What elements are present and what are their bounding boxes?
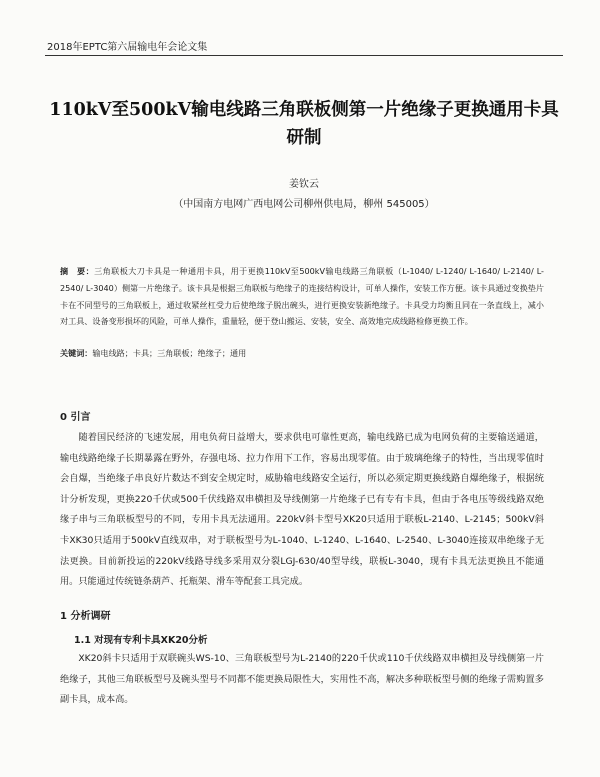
abstract <box>60 263 544 330</box>
author-name: 姜钦云 <box>289 179 319 190</box>
introduction-paragraph: 随着国民经济的飞速发展，用电负荷日益增大，要求供电可靠性更高，输电线路已成为电网负荷的主要输送通道，输电线路绝缘子长期暴露在野外，存强电场、拉力作用下工作，容易出现零值。由于玻璃绝缘子的特性，当出现零值时会自爆，当绝缘子串良好片数达不到安全规定时，威胁输电线路安全运行，所以必须定期更换线路自爆绝缘子，根据统计分析发现，更换220千伏或500千伏线路双串横担及导线侧第一片绝缘子已有专有卡具，但由于各电压等级线路双绝缘子串与三角联板型号的不同，专用卡具无法通用。220kV斜卡型号XK20只适用于联板L-2140、L-2145；500kV斜卡XK30只适用于500kV直线双串，对于联板型号为L-1040、L-1240、L-1640、L-2540、L-3040连接双串绝缘子无法更换。目前新投运的220kV线路导线多采用双分裂LGJ-630/40型导线，联板L-3040，现有卡具无法更换且不能通用。只能通过传统链条葫芦、托瓶架、滑车等配套工具完成。 <box>60 432 544 588</box>
xk20-analysis-paragraph: XK20斜卡只适用于双联碗头WS-10、三角联板型号为L-2140的220千伏或110千伏线路双串横担及导线侧第一片绝缘子，其他三角联板型号及碗头型号不同都不能更换局限性大，实用性不高，解决多种联板型号侧的绝缘子需购置多副卡具，成本高。 <box>60 653 544 706</box>
keywords <box>60 346 544 360</box>
abstract-text: 三角联板大刀卡具是一种通用卡具，用于更换110kV至500kV输电线路三角联板（L-1040/ L-1240/ L-1640/ L-2140/ L-2540/ L-3040）侧第一片绝缘子。该卡具是根据三角联板与绝缘子的连接结构设计，可单人操作，安装工作方便。该卡具通过变换垫片卡在不同型号的三角联板上，通过收紧丝杠受力后使绝缘子脱出碗头，进行更换安装新绝缘子。卡具受力均衡且同在一条直线上，减小对工具、设备变形损坏的风险，可单人操作，重量轻，便于登山搬运、安装，安全、高效地完成线路检修更换工作。 <box>60 266 544 327</box>
header-divider <box>45 55 563 56</box>
paper-title: 110kV至500kV输电线路三角联板侧第一片绝缘子更换通用卡具研制 <box>49 100 559 148</box>
subsection-heading-xk20: 1.1 对现有专利卡具XK20分析 <box>74 635 208 646</box>
keywords-label: 关键词： <box>60 348 93 358</box>
author-affiliation: （中国南方电网广西电网公司柳州供电局，柳州 545005） <box>173 199 435 210</box>
running-header: 2018年EPTC第六届输电年会论文集 <box>47 42 208 53</box>
section-heading-introduction: 0 引言 <box>60 412 91 423</box>
abstract-label: 摘 要： <box>60 266 95 276</box>
section-heading-analysis: 1 分析调研 <box>60 611 111 622</box>
keywords-text: 输电线路；卡具；三角联板；绝缘子；通用 <box>92 348 247 358</box>
